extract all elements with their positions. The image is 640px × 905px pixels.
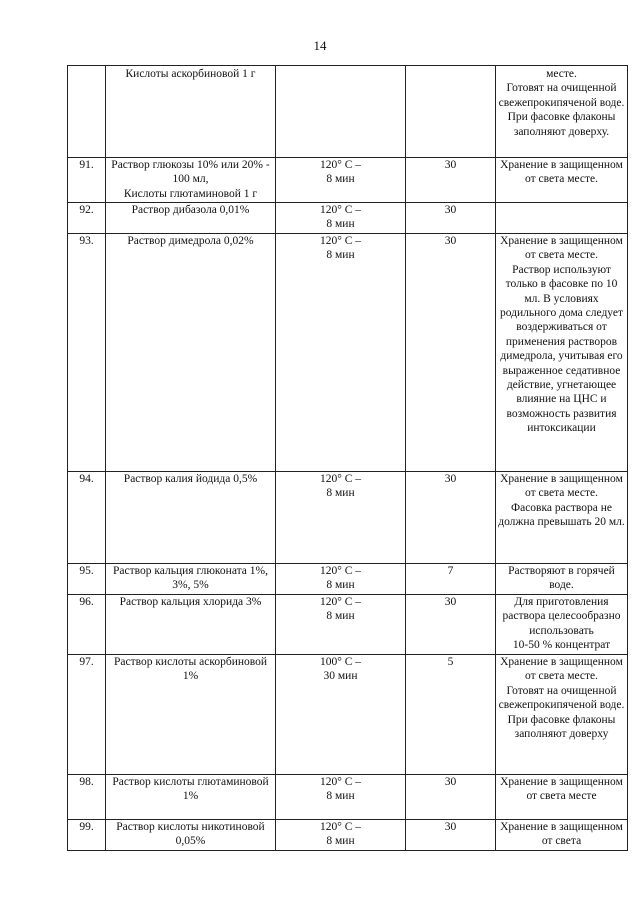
sterilization-mode: 120° С – 8 мин <box>276 234 406 472</box>
sterilization-mode <box>276 66 406 158</box>
sterilization-mode: 120° С – 8 мин <box>276 564 406 595</box>
solution-name: Раствор кислоты никотиновой 0,05% <box>106 820 276 851</box>
row-number: 98. <box>68 775 106 820</box>
row-number <box>68 66 106 158</box>
storage-days: 7 <box>406 564 496 595</box>
notes: Хранение в защищенном от света месте. Готовят на очищенной свежепрокипяченой воде. При фасовке флаконы заполняют доверху <box>496 655 628 775</box>
table-row <box>68 472 628 564</box>
row-number: 97. <box>68 655 106 775</box>
solution-name: Раствор кальция хлорида 3% <box>106 595 276 655</box>
row-number: 95. <box>68 564 106 595</box>
solution-name: Раствор кислоты аскорбиновой 1% <box>106 655 276 775</box>
row-number: 91. <box>68 158 106 203</box>
notes: месте. Готовят на очищенной свежепрокипяченой воде. При фасовке флаконы заполняют доверху. <box>496 66 628 158</box>
storage-days: 5 <box>406 655 496 775</box>
table-row <box>68 595 628 655</box>
storage-days: 30 <box>406 472 496 564</box>
sterilization-mode: 120° С – 8 мин <box>276 820 406 851</box>
table-row <box>68 234 628 472</box>
notes <box>496 203 628 234</box>
solution-name: Раствор кальция глюконата 1%, 3%, 5% <box>106 564 276 595</box>
table-row <box>68 158 628 203</box>
storage-days: 30 <box>406 203 496 234</box>
row-number: 93. <box>68 234 106 472</box>
sterilization-mode: 120° С – 8 мин <box>276 595 406 655</box>
solution-name: Раствор димедрола 0,02% <box>106 234 276 472</box>
table-row <box>68 775 628 820</box>
page-number: 14 <box>313 38 327 53</box>
solution-name: Раствор кислоты глютаминовой 1% <box>106 775 276 820</box>
sterilization-mode: 120° С – 8 мин <box>276 775 406 820</box>
row-number: 92. <box>68 203 106 234</box>
storage-days: 30 <box>406 234 496 472</box>
sterilization-table <box>67 65 628 851</box>
table-row <box>68 203 628 234</box>
sterilization-mode: 100° С – 30 мин <box>276 655 406 775</box>
solution-name: Раствор глюкозы 10% или 20% - 100 мл, Кислоты глютаминовой 1 г <box>106 158 276 203</box>
row-number: 99. <box>68 820 106 851</box>
notes: Растворяют в горячей воде. <box>496 564 628 595</box>
notes: Хранение в защищенном от света месте <box>496 775 628 820</box>
storage-days: 30 <box>406 775 496 820</box>
row-number: 94. <box>68 472 106 564</box>
storage-days: 30 <box>406 820 496 851</box>
storage-days <box>406 66 496 158</box>
storage-days: 30 <box>406 158 496 203</box>
sterilization-mode: 120° С – 8 мин <box>276 158 406 203</box>
solution-name: Раствор калия йодида 0,5% <box>106 472 276 564</box>
table-row <box>68 66 628 158</box>
notes: Хранение в защищенном от света месте. Фасовка раствора не должна превышать 20 мл. <box>496 472 628 564</box>
row-number: 96. <box>68 595 106 655</box>
table-row <box>68 564 628 595</box>
notes: Хранение в защищенном от света <box>496 820 628 851</box>
notes: Хранение в защищенном от света месте. Раствор используют только в фасовке по 10 мл. В условиях родильного дома следует воздерживаться от применения растворов димедрола, учитывая его выраженное седативное действие, угнетающее влияние на ЦНС и возможность развития интоксикации <box>496 234 628 472</box>
notes: Для приготовления раствора целесообразно использовать 10-50 % концентрат <box>496 595 628 655</box>
table-row <box>68 820 628 851</box>
storage-days: 30 <box>406 595 496 655</box>
sterilization-mode: 120° С – 8 мин <box>276 472 406 564</box>
solution-name: Кислоты аскорбиновой 1 г <box>106 66 276 158</box>
solution-name: Раствор дибазола 0,01% <box>106 203 276 234</box>
notes: Хранение в защищенном от света месте. <box>496 158 628 203</box>
table-row <box>68 655 628 775</box>
sterilization-mode: 120° С – 8 мин <box>276 203 406 234</box>
